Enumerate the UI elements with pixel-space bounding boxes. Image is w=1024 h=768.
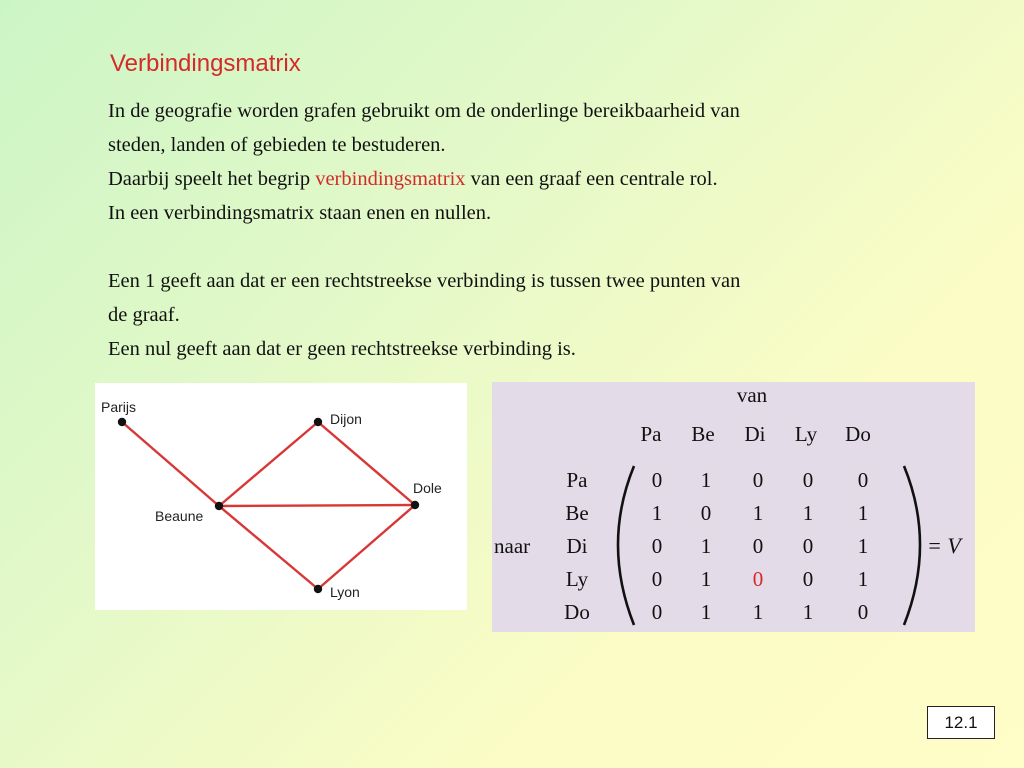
matrix-cell: 1 [802,600,814,624]
matrix-cell: 1 [857,534,869,558]
matrix-cell: 1 [857,567,869,591]
graph-diagram [95,383,467,610]
body-text [108,94,908,366]
text-line: Een nul geeft aan dat er geen rechtstreekse verbinding is. [108,338,576,360]
matrix-cell-highlighted: 0 [752,567,764,591]
highlighted-term: verbindingsmatrix [315,168,466,190]
matrix-cell: 1 [802,501,814,525]
matrix-cell: 0 [802,468,814,492]
text-line: Daarbij speelt het begrip verbindingsmatrix van een graaf een centrale rol. [108,168,718,190]
graph-edge-beaune-lyon [219,506,318,589]
graph-node-dole [411,501,419,509]
matrix-cell: 1 [700,567,712,591]
graph-label-lyon: Lyon [330,584,360,600]
graph-edge-parijs-beaune [122,422,219,506]
matrix-col-header: Do [845,422,871,446]
matrix-col-header: Be [691,422,715,446]
matrix-cell: 0 [802,567,814,591]
matrix-col-header: Pa [640,422,662,446]
graph-edge-dijon-dole [318,422,415,505]
graph-node-lyon [314,585,322,593]
matrix-cell: 0 [651,600,663,624]
matrix-cell: 0 [651,468,663,492]
text-line: steden, landen of gebieden te bestuderen. [108,134,446,156]
matrix-cell: 1 [857,501,869,525]
graph-svg [95,383,467,610]
matrix-equals-label: = V [927,533,961,558]
matrix-row-header: Be [565,501,589,525]
matrix-right-bracket [904,466,920,625]
matrix-row-header: Pa [566,468,588,492]
matrix-row-header: Di [566,534,588,558]
matrix-cell: 1 [752,501,764,525]
matrix-row-header: Do [564,600,590,624]
matrix-col-header: Ly [794,422,818,446]
graph-edge-lyon-dole [318,505,415,589]
matrix-cell: 0 [857,600,869,624]
matrix-svg [492,382,975,632]
graph-label-parijs: Parijs [101,399,137,415]
slide-title: Verbindingsmatrix [110,50,301,77]
matrix-cell: 0 [752,468,764,492]
text-line: In de geografie worden grafen gebruikt om de onderlinge bereikbaarheid van [108,100,740,122]
graph-label-dijon: Dijon [330,411,362,427]
page-number: 12.1 [927,706,995,739]
graph-edge-beaune-dijon [219,422,318,506]
matrix-cell: 1 [700,468,712,492]
matrix-cell: 0 [752,534,764,558]
matrix-cell: 0 [857,468,869,492]
matrix-col-header-title: van [736,383,768,407]
matrix-row-header-title: naar [494,534,531,558]
graph-node-parijs [118,418,126,426]
graph-node-beaune [215,502,223,510]
matrix-cell: 1 [700,534,712,558]
matrix-row-header: Ly [565,567,589,591]
matrix-cell: 1 [700,600,712,624]
graph-edge-beaune-dole [219,505,415,506]
matrix-cell: 0 [651,567,663,591]
matrix-cell: 0 [651,534,663,558]
matrix-cell: 1 [752,600,764,624]
graph-label-beaune: Beaune [155,508,204,524]
matrix-left-bracket [618,466,634,625]
text-line: In een verbindingsmatrix staan enen en nullen. [108,202,492,224]
graph-label-dole: Dole [413,480,442,496]
matrix-cell: 0 [802,534,814,558]
matrix-cell: 1 [651,501,663,525]
graph-node-dijon [314,418,322,426]
adjacency-matrix [492,382,975,632]
matrix-cell: 0 [700,501,712,525]
text-line: Een 1 geeft aan dat er een rechtstreekse verbinding is tussen twee punten van [108,270,741,292]
matrix-col-header: Di [744,422,766,446]
text-line: de graaf. [108,304,180,326]
